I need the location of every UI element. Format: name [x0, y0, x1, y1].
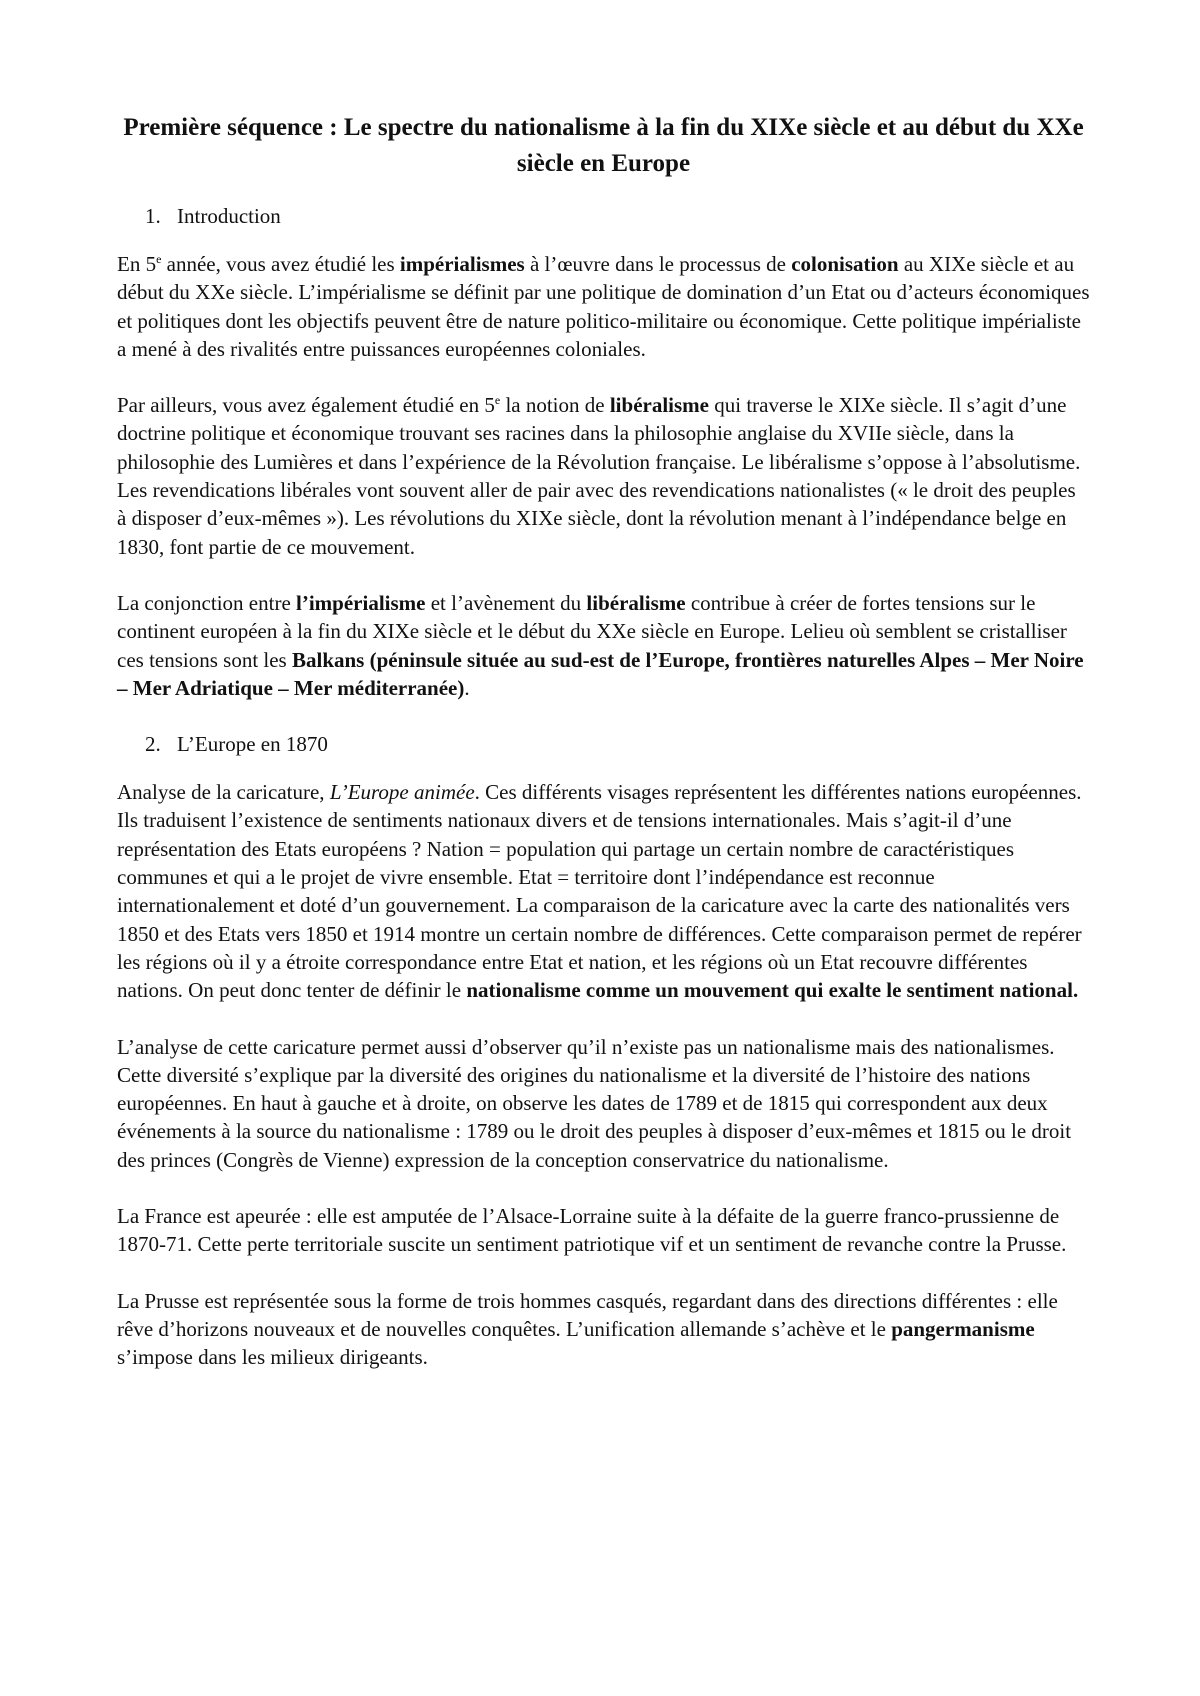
section-number: 2. — [145, 732, 161, 757]
text-run: . — [464, 675, 470, 700]
section-heading-europe-1870 — [145, 730, 1090, 758]
bold-term: pangermanisme — [891, 1316, 1035, 1341]
text-run: Analyse de la caricature, — [117, 780, 330, 805]
section-heading-introduction — [145, 202, 1090, 230]
section-number: 1. — [145, 204, 161, 228]
text-run: . Ces différents visages représentent les différentes nations européennes. Ils traduisent l’existence de sentiments nationaux divers et de tensions internationales. Mais s’agit-il d’une représentation des Etats européens ? Nation = population qui partage un certain nombre de caractéristiques communes et qui a le projet de vivre ensemble. Etat = territoire dont l’indépendance est reconnue internationalement et doté d’un gouvernement. La comparaison de la caricature avec la carte des nationalités vers 1850 et des Etats vers 1850 et 1914 montre un certain nombre de différences. Cette comparaison permet de repérer les régions où il y a étroite correspondance entre Etat et nation, et les régions où un Etat recouvre différentes nations. On peut donc tenter de définir le — [117, 780, 1082, 1003]
ordinal-superscript: e — [494, 393, 501, 408]
text-run: La Prusse est représentée sous la forme de trois hommes casqués, regardant dans des directions différentes : elle rêve d’horizons nouveaux et de nouvelles conquêtes. L’unification allemande s’achève et le — [117, 1288, 1058, 1341]
text-run: La France est apeurée : elle est amputée de l’Alsace-Lorraine suite à la défaite de la guerre franco-prussienne de 1870-71. Cette perte territoriale suscite un sentiment patriotique vif et un sentiment de revanche contre la Prusse. — [117, 1204, 1067, 1257]
bold-term: nationalisme comme un mouvement qui exalte le sentiment national. — [466, 978, 1079, 1003]
bold-term: impérialismes — [399, 252, 525, 276]
paragraph-liberalism — [117, 391, 1090, 561]
italic-title: L’Europe animée — [329, 780, 475, 805]
text-run: à l’œuvre dans le processus de — [524, 252, 792, 276]
section-label: Introduction — [177, 204, 281, 228]
bold-term: libéralisme — [609, 393, 709, 418]
section-label: L’Europe en 1870 — [177, 732, 328, 757]
text-run: la notion de — [500, 393, 610, 418]
text-run: En 5 — [117, 252, 157, 276]
bold-term: libéralisme — [586, 590, 686, 615]
ordinal-superscript: e — [156, 252, 162, 266]
page-title: Première séquence : Le spectre du nationalisme à la fin du XIXe siècle et au début du XXe siècle en Europe — [123, 114, 1084, 177]
paragraph-caricature-analysis — [117, 778, 1090, 1004]
paragraph-imperialism — [117, 250, 1090, 363]
text-run: Par ailleurs, vous avez également étudié en 5 — [117, 393, 495, 418]
text-run: contribue à créer de fortes tensions sur le continent européen à la fin du XIXe siècle et le début du XXe siècle en Europe. Lelieu où semblent se cristalliser ces tensions sont les — [117, 590, 1067, 672]
text-run: au XIXe siècle et au début du XXe siècle. L’impérialisme se définit par une politique de domination d’un Etat ou d’acteurs économiques et politiques dont les objectifs peuvent être de nature politico-militaire ou économique. Cette politique impérialiste a mené à des rivalités entre puissances européennes coloniales. — [117, 252, 1090, 361]
paragraph-nationalisms — [117, 1033, 1090, 1174]
text-run: et l’avènement du — [425, 590, 587, 615]
bold-term: colonisation — [791, 252, 899, 276]
paragraph-prussia — [117, 1287, 1090, 1372]
paragraph-france — [117, 1202, 1090, 1259]
text-run: année, vous avez étudié les — [161, 252, 400, 276]
text-run: La conjonction entre — [117, 590, 297, 615]
bold-term: Balkans (péninsule située au sud-est de l’Europe, frontières naturelles Alpes – Mer Noire – Mer Adriatique – Mer méditerranée) — [117, 647, 1084, 700]
text-run: qui traverse le XIXe siècle. Il s’agit d’une doctrine politique et économique trouvant ses racines dans la philosophie anglaise du XVIIe siècle, dans la philosophie des Lumières et dans l’expérience de la Révolution française. Le libéralisme s’oppose à l’absolutisme. Les revendications libérales vont souvent aller de pair avec des revendications nationalistes (« le droit des peuples à disposer d’eux-mêmes »). Les révolutions du XIXe siècle, dont la révolution menant à l’indépendance belge en 1830, font partie de ce mouvement. — [117, 393, 1081, 559]
paragraph-conjunction — [117, 589, 1090, 702]
bold-term: l’impérialisme — [296, 590, 426, 615]
text-run: L’analyse de cette caricature permet aussi d’observer qu’il n’existe pas un nationalisme mais des nationalismes. Cette diversité s’explique par la diversité des origines du nationalisme et la diversité de l’histoire des nations européennes. En haut à gauche et à droite, on observe les dates de 1789 et de 1815 qui correspondent aux deux événements à la source du nationalisme : 1789 ou le droit des peuples à disposer d’eux-mêmes et 1815 ou le droit des princes (Congrès de Vienne) expression de la conception conservatrice du nationalisme. — [117, 1034, 1072, 1172]
text-run: s’impose dans les milieux dirigeants. — [117, 1345, 428, 1370]
